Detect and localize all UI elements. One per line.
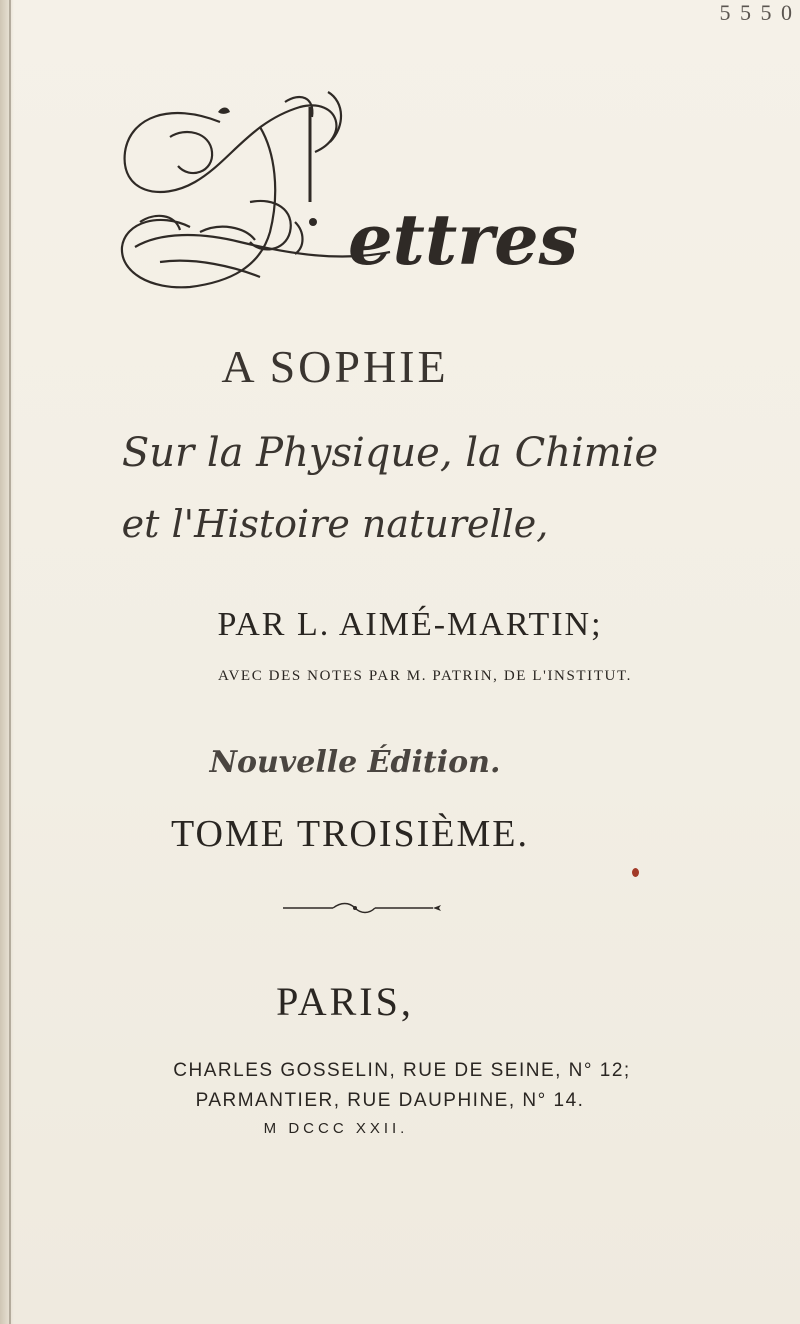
ornamental-title-text: ettres [348,198,579,281]
ornamental-divider [283,900,443,914]
book-spine-shadow [0,0,14,1324]
imprint-year: M DCCC XXII. [263,1120,409,1137]
ornamental-title [100,82,579,312]
ink-stain [632,868,639,877]
notes-line: AVEC DES NOTES PAR M. PATRIN, DE L'INSTITUT. [218,668,632,684]
imprint-city: PARIS, [276,979,414,1024]
volume-line: TOME TROISIÈME. [171,813,529,855]
corner-shelf-mark: 5 5 5 0 [719,0,794,25]
subtitle-line-2: et l'Histoire naturelle, [121,502,549,546]
imprint-publisher-1: CHARLES GOSSELIN, RUE DE SEINE, N° 12; [173,1060,631,1081]
gutter-line [9,0,11,1324]
imprint-publisher-2: PARMANTIER, RUE DAUPHINE, N° 14. [195,1090,585,1111]
subtitle-line-1: Sur la Physique, la Chimie [121,430,659,476]
edition-line: Nouvelle Édition. [209,745,501,780]
dedication-line: A SOPHIE [221,341,449,392]
author-line: PAR L. AIMÉ-MARTIN; [217,606,603,643]
